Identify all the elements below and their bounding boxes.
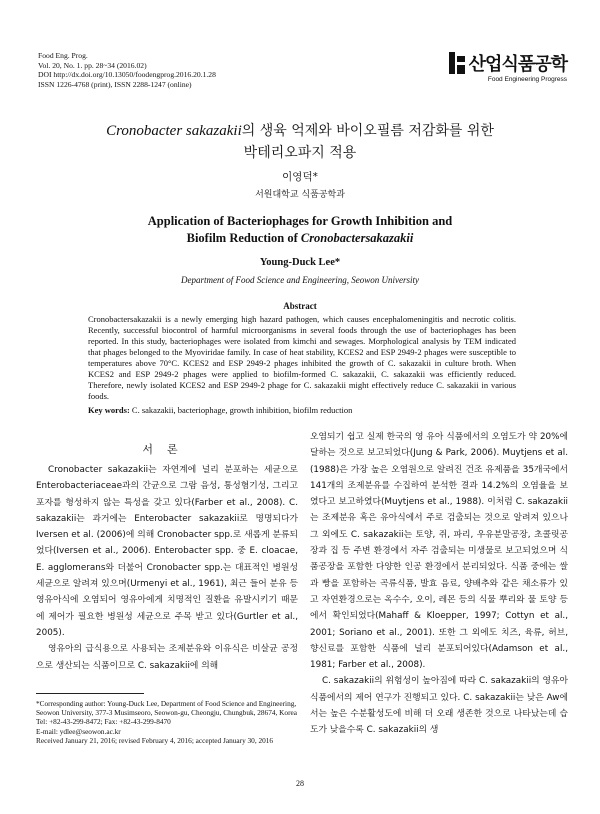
footnote-corresponding: *Corresponding author: Young-Duck Lee, Department of Food Science and Engineering, Seowon University, 377-3 Musimseoro, Seowon-gu, Cheongju, Chungbuk, 28674, Korea — [36, 699, 297, 718]
footnote — [36, 699, 298, 745]
footnote-email: E-mail: ydlee@seowon.ac.kr — [36, 726, 121, 736]
author-korean: 이영덕* — [282, 171, 318, 183]
section-title: 서론 — [142, 443, 192, 456]
abstract-heading: Abstract — [283, 301, 317, 311]
affiliation-english: Department of Food Science and Engineering, Seowon University — [181, 275, 419, 285]
body-paragraph: 영유아의 급식용으로 사용되는 조제분유와 이유식은 비살균 공정으로 생산되는 식품이므로 C. sakazakii에 의해 — [36, 644, 298, 671]
footnote-dates: Received January 21, 2016; revised February 4, 2016; accepted January 30, 2016 — [36, 735, 274, 745]
page-number: 28 — [296, 779, 304, 788]
title-korean-rest: 의 생육 억제와 바이오필름 저감화를 위한 — [241, 123, 494, 139]
title-korean — [0, 120, 600, 164]
title-english — [0, 213, 600, 247]
title-korean-line2: 박테리오파지 적용 — [243, 145, 357, 161]
title-english-line2: Biofilm Reduction of — [186, 231, 301, 245]
logo-subtitle: Food Engineering Progress — [487, 76, 567, 83]
journal-logo — [447, 50, 567, 90]
journal-issn: ISSN 1226-4768 (print), ISSN 2288-1247 (online) — [38, 79, 192, 89]
keywords-label: Key words: — [88, 405, 130, 415]
body-paragraph: Cronobacter sakazakii는 자연계에 널리 분포하는 세균으로 Enterobacteriaceae과의 간균으로 그람 음성, 통성혐기성, 그리고 포자를 형성하지 않는 특성을 갖고 있다(Farber et al., 2008). C. sakazakii는 과거에는 Enterobacter sakazakii로 명명되다가 Iversen et al. (2006)에 의해 Cronobacter spp.로 새롭게 분류되었다(Iversen et al., 2006). Enterobacter spp. 중 E. cloacae, E. agglomerans와 더불어 Cronobacter spp.는 대표적인 병원성 세균으로 알려져 있으며(Urmenyi et al., 1961), 최근 들어 분유 등 영유아식에 오염되어 영유아에게 치명적인 질환을 유발시키기 때문에 제어가 필요한 병원성 세균으로 주목 받고 있다(Gurtler et al., 2005). — [36, 465, 298, 638]
right-column — [310, 429, 568, 739]
keywords-list: C. sakazakii, bacteriophage, growth inhibition, biofilm reduction — [131, 405, 353, 415]
journal-doi: DOI http://dx.doi.org/10.13050/foodengprog.2016.20.1.28 — [38, 70, 216, 80]
affiliation-korean: 서원대학교 식품공학과 — [255, 190, 345, 200]
logo-mark-icon — [449, 52, 465, 74]
body-paragraph: C. sakazakii의 위험성이 높아짐에 따라 C. sakazakii의 영유아식품에서의 제어 연구가 진행되고 있다. C. sakazakii는 낮은 Aw에서는 높은 수분활성도에 비해 더 오래 생존한 것으로 나타났는데 습도가 낮을수록 C. sakazakii의 생 — [310, 676, 568, 736]
footnote-phone: Tel: +82-43-299-8472; Fax: +82-43-299-8470 — [36, 717, 171, 727]
journal-volume: Vol. 20, No. 1. pp. 28~34 (2016.02) — [38, 60, 147, 70]
title-english-line1: Application of Bacteriophages for Growth Inhibition and — [147, 214, 453, 228]
author-english: Young-Duck Lee* — [259, 257, 341, 268]
logo-text: 산업식품공학 — [468, 54, 567, 75]
abstract-text: Cronobactersakazakii is a newly emerging high hazard pathogen, which causes encephalomeningitis and necrotic colitis. Recently, successful biocontrol of harmful microorganisms in several foods through the use of bacteriophages has been reported. In this study, bacteriophages were isolated from kimchi and sewages. Morphological analysis by TEM indicated that phages belonged to the Myoviridae family. In case of heat stability, KCES2 and ESP 2949-2 phages were susceptible to temperatures above 70°C. KCES2 and ESP 2949-2 phages inhibited the growth of C. sakazakii in culture broth. When KCES2 and ESP 2949-2 phages were applied to biofilm-formed C. sakazakii, C. sakazakii was efficiently reduced. Therefore, newly isolated KCES2 and ESP 2949-2 phage for C. sakazakii might effectively reduce C. sakazakii in various foods. — [88, 314, 516, 401]
left-column — [36, 462, 298, 674]
journal-meta — [38, 51, 216, 89]
body-paragraph: 오염되기 쉽고 실제 한국의 영 유아 식품에서의 오염도가 약 20%에 달하는 것으로 보고되었다(Jung & Park, 2006). Muytjens et al. (1988)은 가장 높은 오염원으로 알려진 건조 유제품을 35개국에서 141개의 조제분유를 수집하여 분석한 결과 14.2%의 오염율을 보였다고 보고하였다(Muytjens et al., 1988). 이처럼 C. sakazakii는 조제분유 혹은 유아식에서 주로 검출되는 것으로 알려져 있으나 그 외에도 C. sakazakii는 토양, 쥐, 파리, 우유분말공장, 초콜릿공장과 집 등 주변 환경에서 자주 검출되는 미생물로 보고되었으며 식품공장을 포함한 다양한 인공 환경에서 분리되었다. 식품 중에는 쌀과 빵을 포함하는 곡류식품, 발효 음료, 양배추와 같은 채소류가 있고 자연환경으로는 옥수수, 오이, 레몬 등의 식물 뿌리와 물 토양 등에서 확인되었다(Mahaff & Kloepper, 1997; Cottyn et al., 2001; Soriano et al., 2001). 또한 그 외에도 치즈, 육류, 허브, 향신료를 포함한 식품에 널리 분포되어있다(Adamson et al., 1981; Farber et al., 2008). — [310, 432, 568, 671]
journal-name: Food Eng. Prog. — [38, 51, 88, 60]
title-english-italic: Cronobactersakazakii — [300, 231, 414, 245]
keywords — [88, 405, 516, 415]
footnote-divider — [36, 693, 144, 694]
title-korean-italic: Cronobacter sakazakii — [106, 123, 242, 139]
